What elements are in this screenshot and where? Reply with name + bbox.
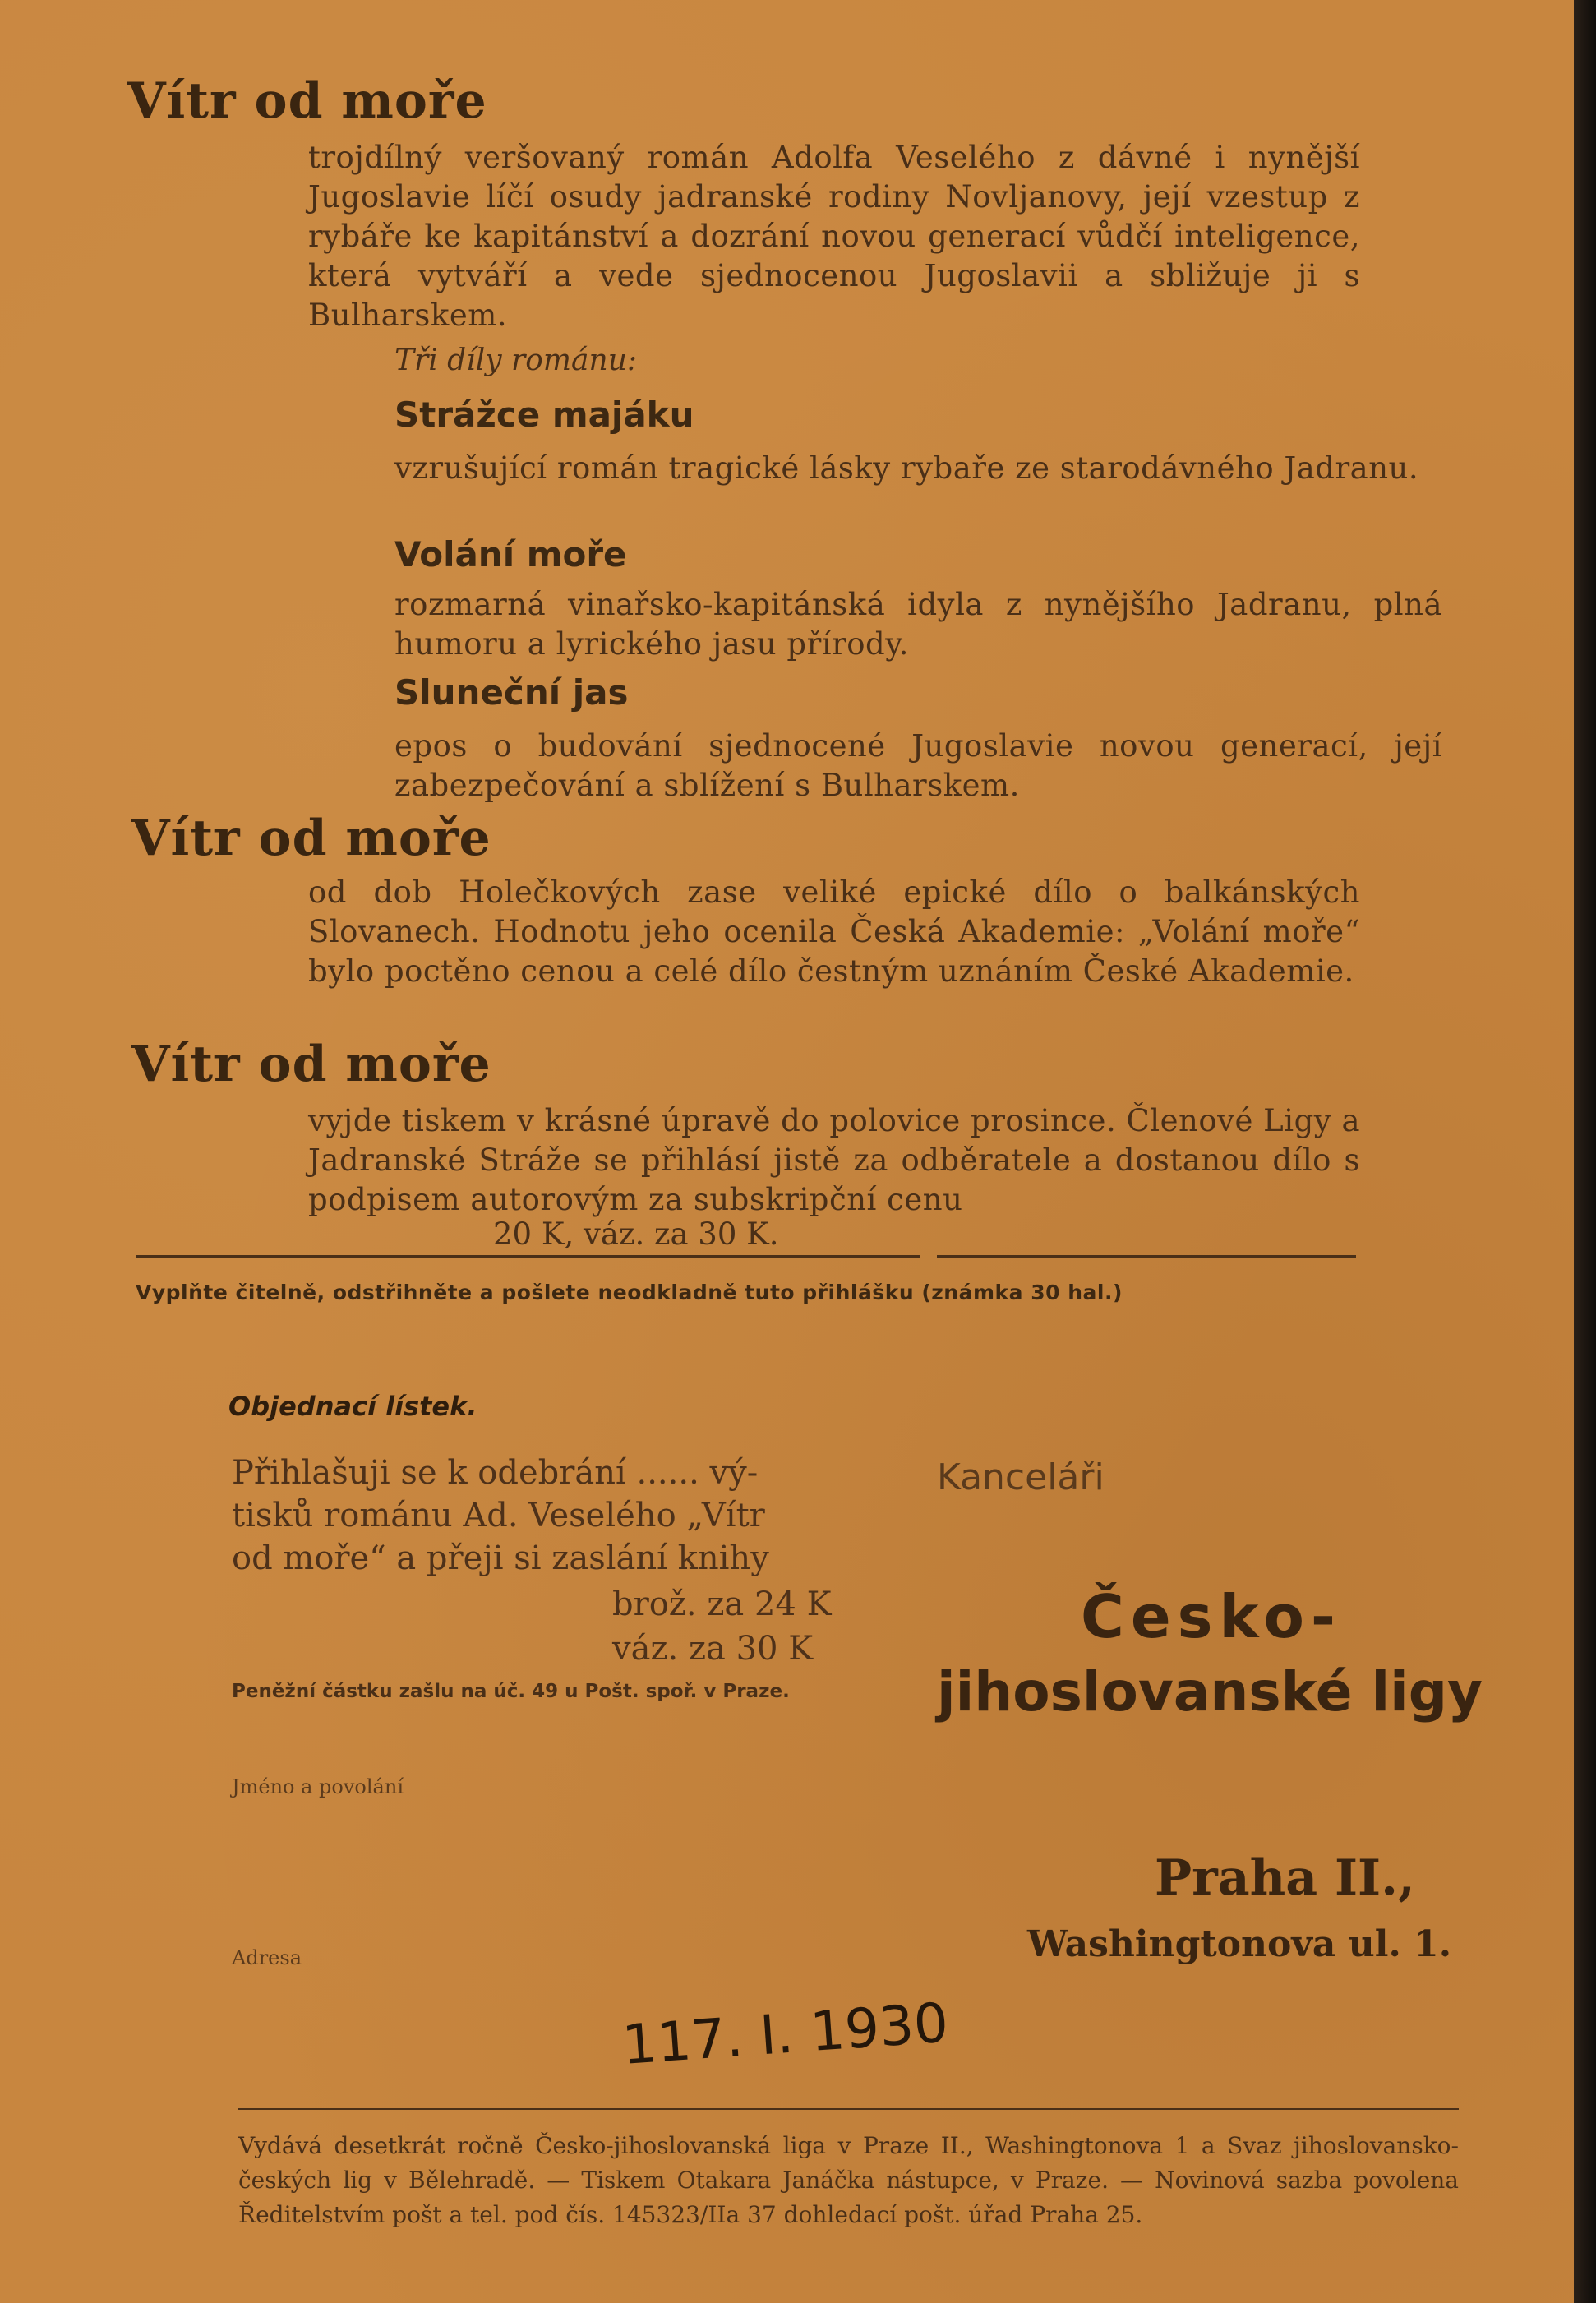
addressee-to: Kanceláři (937, 1456, 1105, 1498)
part1-description: vzrušující román tragické lásky rybaře ze starodávného Jadranu. (394, 450, 1419, 486)
address-label: Adresa (232, 1946, 302, 1969)
handwritten-date: 117. I. 1930 (620, 1991, 951, 2077)
section1-title: Vítr od moře (127, 72, 487, 130)
part1-title: Strážce majáku (394, 395, 694, 435)
option-vaz: váz. za 30 K (612, 1630, 814, 1668)
binding-edge (1574, 0, 1596, 2303)
order-line-3: od moře“ a přeji si zaslání knihy (232, 1539, 769, 1577)
addressee-org-line1: Česko- (1081, 1582, 1342, 1651)
part2-title: Volání moře (394, 534, 627, 575)
name-label: Jméno a povolání (232, 1775, 404, 1798)
addressee-street: Washingtonova ul. 1. (1027, 1923, 1452, 1965)
payment-note: Peněžní částku zašlu na úč. 49 u Pošt. spoř. v Praze. (232, 1681, 790, 1702)
cut-rule-left (136, 1255, 920, 1258)
parts-heading: Tři díly románu: (394, 344, 638, 377)
section3-title: Vítr od moře (131, 1036, 491, 1093)
subscription-price: 20 K, váz. za 30 K. (493, 1216, 779, 1252)
part3-description: epos o budování sjednocené Jugoslavie novou generací, její zabezpečování a sblížení s Bulharskem. (394, 728, 1442, 803)
order-line-2: tisků románu Ad. Veselého „Vítr (232, 1497, 765, 1535)
order-form-title: Objednací lístek. (228, 1391, 477, 1422)
section2-title: Vítr od moře (131, 810, 491, 867)
cut-rule-right (937, 1255, 1356, 1258)
footer-imprint: Vydává desetkrát ročně Česko-jihoslovanská liga v Praze II., Washingtonova 1 a Svaz jihoslovansko-českých lig v Bělehradě. — Tiskem Otakara Janáčka nástupce, v Praze. — Novinová sazba povolena Ředitelstvím pošt a tel. pod čís. 145323/IIa 37 dohledací pošt. úřad Praha 25. (238, 2132, 1459, 2228)
part2-description: rozmarná vinařsko-kapitánská idyla z nynějšího Jadranu, plná humoru a lyrického jasu přírody. (394, 587, 1442, 662)
section1-paragraph: trojdílný veršovaný román Adolfa Veselého z dávné i nynější Jugoslavie líčí osudy jadranské rodiny Novljanovy, její vzestup z rybáře ke kapitánství a dozrání novou generací vůdčí inteligence, která vytváří a vede sjednocenou Jugoslavii a sbližuje ji s Bulharskem. (308, 140, 1360, 333)
footer-rule (238, 2108, 1459, 2110)
addressee-city: Praha II., (1155, 1849, 1415, 1907)
cut-notice: Vyplňte čitelně, odstřihněte a pošlete neodkladně tuto přihlášku (známka 30 hal.) (136, 1281, 1123, 1304)
section3-paragraph: vyjde tiskem v krásné úpravě do polovice prosince. Členové Ligy a Jadranské Stráže se přihlásí jistě za odběratele a dostanou dílo s podpisem autorovým za subskripční cenu (308, 1103, 1360, 1217)
option-broz: brož. za 24 K (612, 1585, 832, 1623)
order-line-1: Přihlašuji se k odebrání ...... vý- (232, 1454, 759, 1492)
part3-title: Sluneční jas (394, 672, 629, 713)
addressee-org-line2: jihoslovanské ligy (937, 1660, 1483, 1724)
section2-paragraph: od dob Holečkových zase veliké epické dílo o balkánských Slovanech. Hodnotu jeho ocenila Česká Akademie: „Volání moře“ bylo poctěno cenou a celé dílo čestným uznáním České Akademie. (308, 875, 1360, 989)
